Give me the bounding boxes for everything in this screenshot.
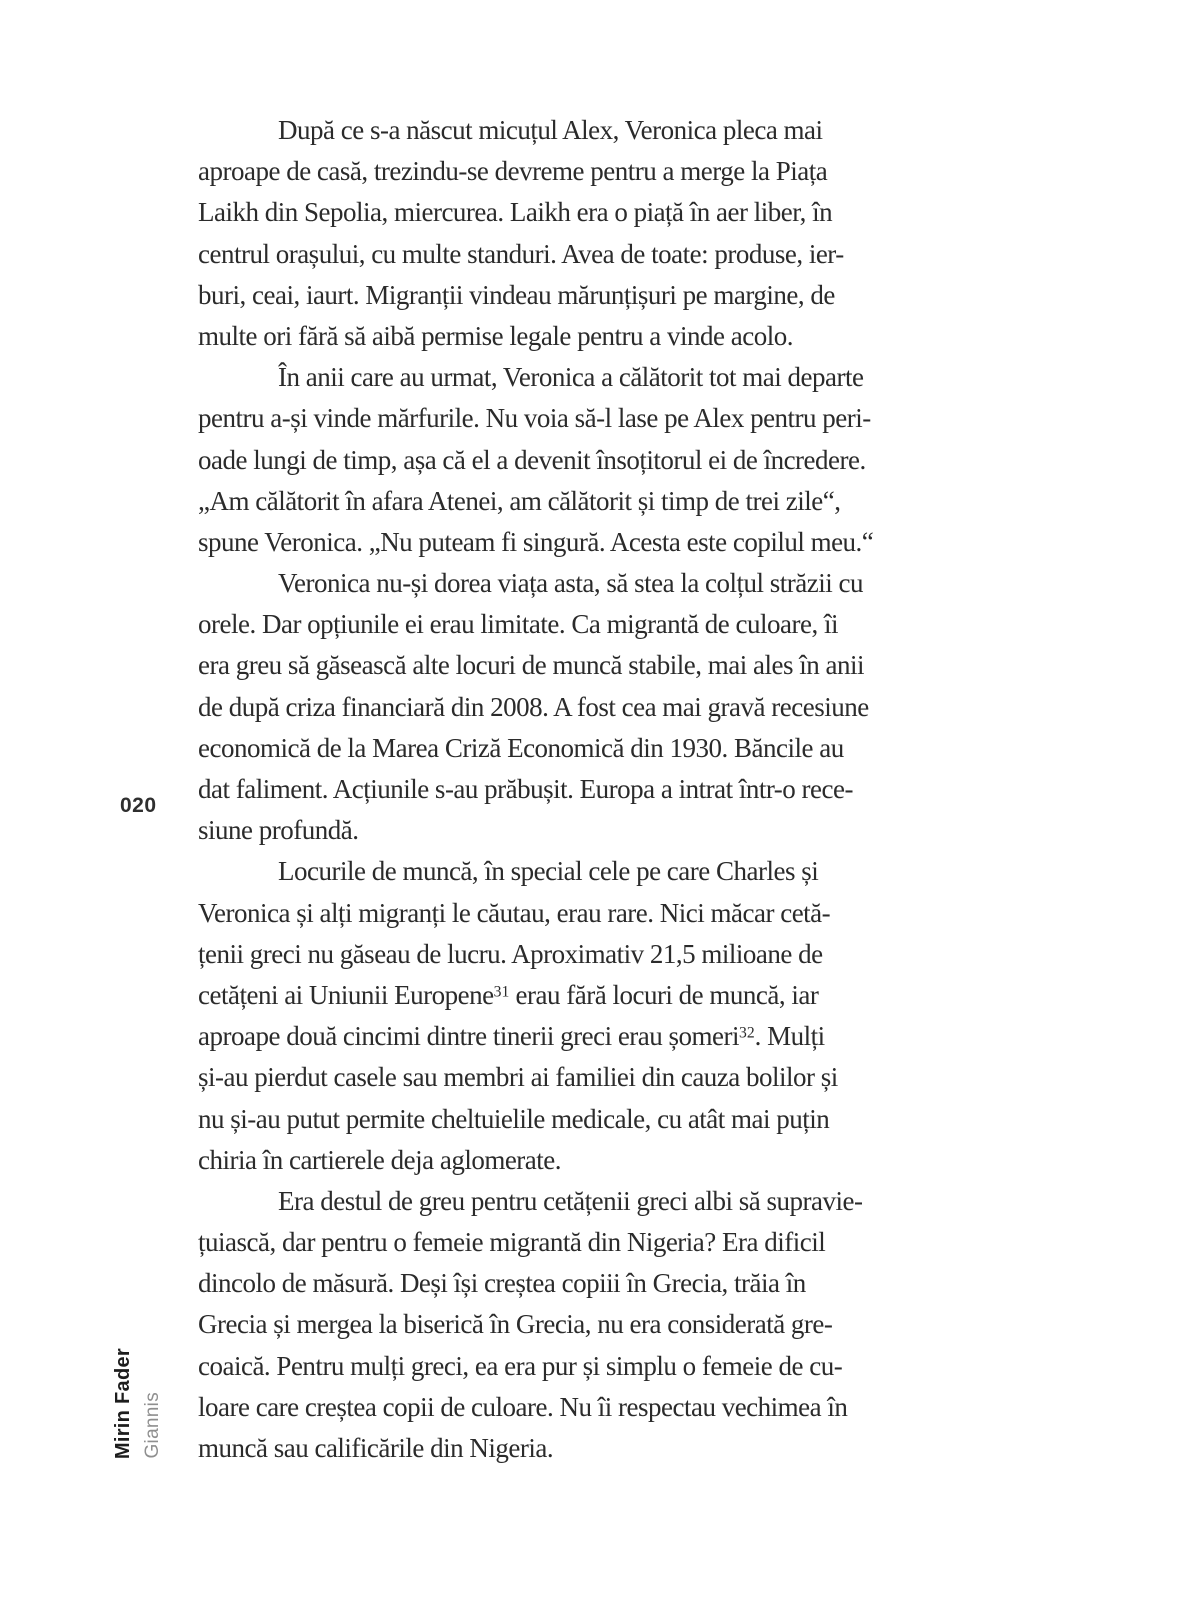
text-line: În anii care au urmat, Veronica a călătorit tot mai departe [278, 362, 864, 393]
text-line: și-au pierdut casele sau membri ai familiei din cauza bolilor și [198, 1062, 838, 1093]
footnote-marker: 32 [739, 1024, 755, 1042]
text-line: siune profundă. [198, 815, 359, 846]
footnote-marker: 31 [493, 983, 510, 1001]
text-run: cetățeni ai Uniunii Europene [198, 979, 494, 1010]
paragraph [198, 851, 1000, 1181]
text-line: dat faliment. Acțiunile s-au prăbușit. Europa a intrat într-o rece- [198, 774, 853, 804]
text-line: era greu să găsească alte locuri de muncă stabile, mai ales în anii [198, 650, 864, 681]
margin-spine-text [112, 1348, 164, 1459]
text-line: orele. Dar opțiunile ei erau limitate. Ca migrantă de culoare, îi [198, 609, 838, 640]
text-line: buri, ceai, iaurt. Migranții vindeau mărunțișuri pe margine, de [198, 279, 835, 310]
paragraph [198, 357, 1000, 563]
text-line: coaică. Pentru mulți greci, ea era pur și simplu o femeie de cu- [198, 1350, 843, 1381]
text-line: Era destul de greu pentru cetățenii greci albi să supravie- [278, 1185, 863, 1216]
text-line [198, 1016, 1000, 1057]
text-line: Veronica și alți migranți le căutau, erau rare. Nici măcar cetă- [198, 897, 831, 928]
margin-book-title: Giannis [142, 1392, 163, 1459]
text-line: țenii greci nu găseau de lucru. Aproximativ 21,5 milioane de [198, 938, 823, 969]
paragraph [198, 110, 1000, 357]
text-line: țuiască, dar pentru o femeie migrantă din Nigeria? Era dificil [198, 1227, 826, 1258]
text-run: . Mulți [754, 1021, 825, 1052]
text-line: centrul orașului, cu multe standuri. Avea de toate: produse, ier- [198, 238, 844, 269]
text-line: „Am călătorit în afara Atenei, am călătorit și timp de trei zile“, [198, 485, 841, 516]
text-line: Locurile de muncă, în special cele pe care Charles și [278, 856, 819, 887]
body-text [198, 110, 1000, 1469]
text-line: multe ori fără să aibă permise legale pentru a vinde acolo. [198, 320, 793, 351]
text-run: erau fără locuri de muncă, iar [509, 979, 819, 1010]
text-line: de după criza financiară din 2008. A fost cea mai gravă recesiune [198, 691, 869, 722]
page-number: 020 [120, 794, 157, 817]
text-line: pentru a-și vinde mărfurile. Nu voia să-l lase pe Alex pentru peri- [198, 403, 871, 434]
text-line: aproape de casă, trezindu-se devreme pentru a merge la Piața [198, 156, 828, 187]
text-line: Grecia și mergea la biserică în Grecia, nu era considerată gre- [198, 1309, 833, 1340]
text-line: nu și-au putut permite cheltuielile medicale, cu atât mai puțin [198, 1103, 830, 1134]
text-line: Veronica nu-și dorea viața asta, să stea la colțul străzii cu [278, 568, 864, 599]
text-line: dincolo de măsură. Deși își creștea copiii în Grecia, trăia în [198, 1268, 806, 1299]
text-run: aproape două cincimi dintre tinerii greci erau șomeri [198, 1021, 740, 1052]
margin-author: Mirin Fader [112, 1347, 134, 1459]
text-line: oade lungi de timp, așa că el a devenit însoțitorul ei de încredere. [198, 444, 866, 475]
text-line: economică de la Marea Criză Economică din 1930. Băncile au [198, 732, 844, 763]
text-line: Laikh din Sepolia, miercurea. Laikh era o piață în aer liber, în [198, 197, 833, 228]
text-line: chiria în cartierele deja aglomerate. [198, 1144, 562, 1175]
text-line: muncă sau calificările din Nigeria. [198, 1433, 554, 1463]
paragraph [198, 563, 1000, 851]
text-line: spune Veronica. „Nu puteam fi singură. Acesta este copilul meu.“ [198, 526, 874, 557]
text-line: După ce s-a născut micuțul Alex, Veronica pleca mai [278, 115, 823, 145]
paragraph [198, 1181, 1000, 1469]
text-line [198, 975, 1000, 1016]
text-line: loare care creștea copii de culoare. Nu îi respectau vechimea în [198, 1391, 848, 1422]
